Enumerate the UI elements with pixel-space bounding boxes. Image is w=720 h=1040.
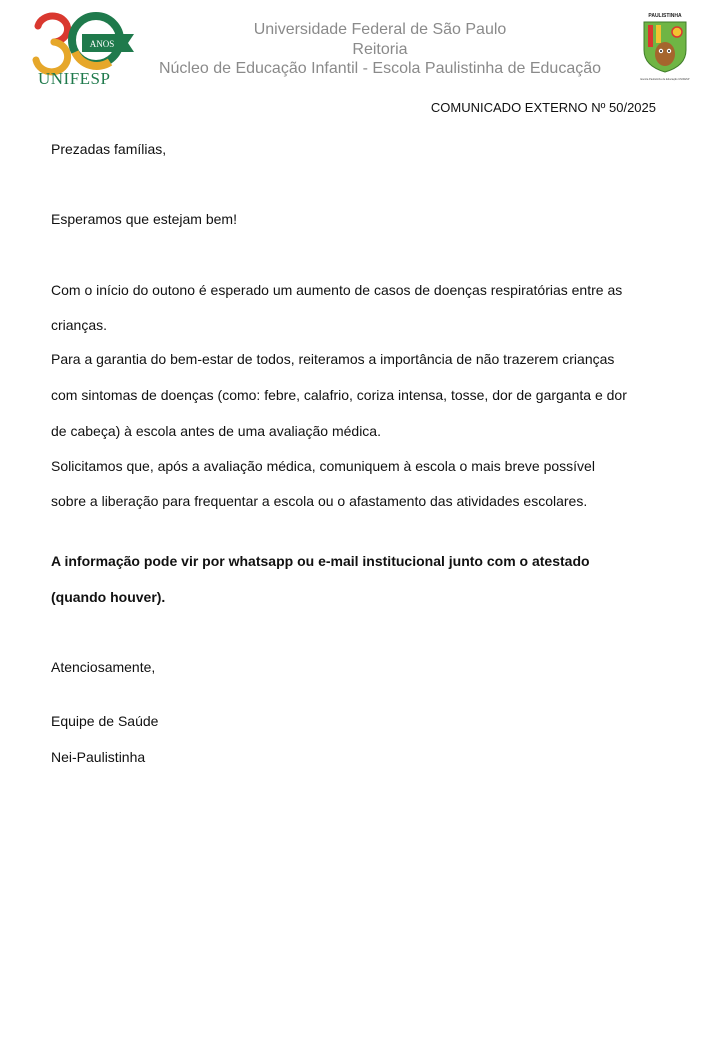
bold-paragraph-line-1: A informação pode vir por whatsapp ou e-mail institucional junto com o atestado <box>51 553 590 569</box>
signature-team: Equipe de Saúde <box>51 713 159 729</box>
paulistinha-stripe-1 <box>648 25 653 47</box>
paulistinha-logo <box>640 10 690 88</box>
unifesp-30-anos-logo <box>30 6 140 90</box>
logo-ribbon-text: ANOS <box>89 39 115 49</box>
paragraph-2-line-3: de cabeça) à escola antes de uma avaliação médica. <box>51 423 381 439</box>
header-nucleo: Núcleo de Educação Infantil - Escola Paulistinha de Educação <box>158 60 602 77</box>
greeting: Prezadas famílias, <box>51 141 167 157</box>
paulistinha-character <box>655 42 675 66</box>
paragraph-1-line-1: Com o início do outono é esperado um aumento de casos de doenças respiratórias entre as <box>51 282 623 298</box>
header-university: Universidade Federal de São Paulo <box>253 21 507 38</box>
paulistinha-logo-title: PAULISTINHA <box>648 13 682 19</box>
paulistinha-sun <box>672 27 682 37</box>
paulistinha-stripe-2 <box>656 25 661 43</box>
bold-paragraph-line-2: (quando houver). <box>51 589 166 605</box>
wish: Esperamos que estejam bem! <box>51 211 237 227</box>
logo-unifesp-text: UNIFESP <box>38 69 111 88</box>
paragraph-3-line-2: sobre a liberação para frequentar a escola ou o afastamento das atividades escolares. <box>51 493 588 509</box>
logo-digit-3-top <box>38 16 68 42</box>
logo-digit-3-bottom <box>36 42 68 72</box>
closing: Atenciosamente, <box>51 659 156 675</box>
paulistinha-caption: Escola Paulistinha de Educação UNIFESP <box>640 78 690 81</box>
paragraph-2-line-1: Para a garantia do bem-estar de todos, reiteramos a importância de não trazerem crianças <box>51 351 615 367</box>
header-reitoria: Reitoria <box>352 40 408 58</box>
signature-unit: Nei-Paulistinha <box>51 749 146 765</box>
document-header <box>150 20 610 79</box>
paragraph-2-line-2: com sintomas de doenças (como: febre, calafrio, coriza intensa, tosse, dor de garganta e dor <box>51 387 627 403</box>
paragraph-1-line-2: crianças. <box>51 317 108 333</box>
comunicado-number: COMUNICADO EXTERNO Nº 50/2025 <box>430 100 656 115</box>
paragraph-3-line-1: Solicitamos que, após a avaliação médica, comuniquem à escola o mais breve possível <box>51 458 595 474</box>
